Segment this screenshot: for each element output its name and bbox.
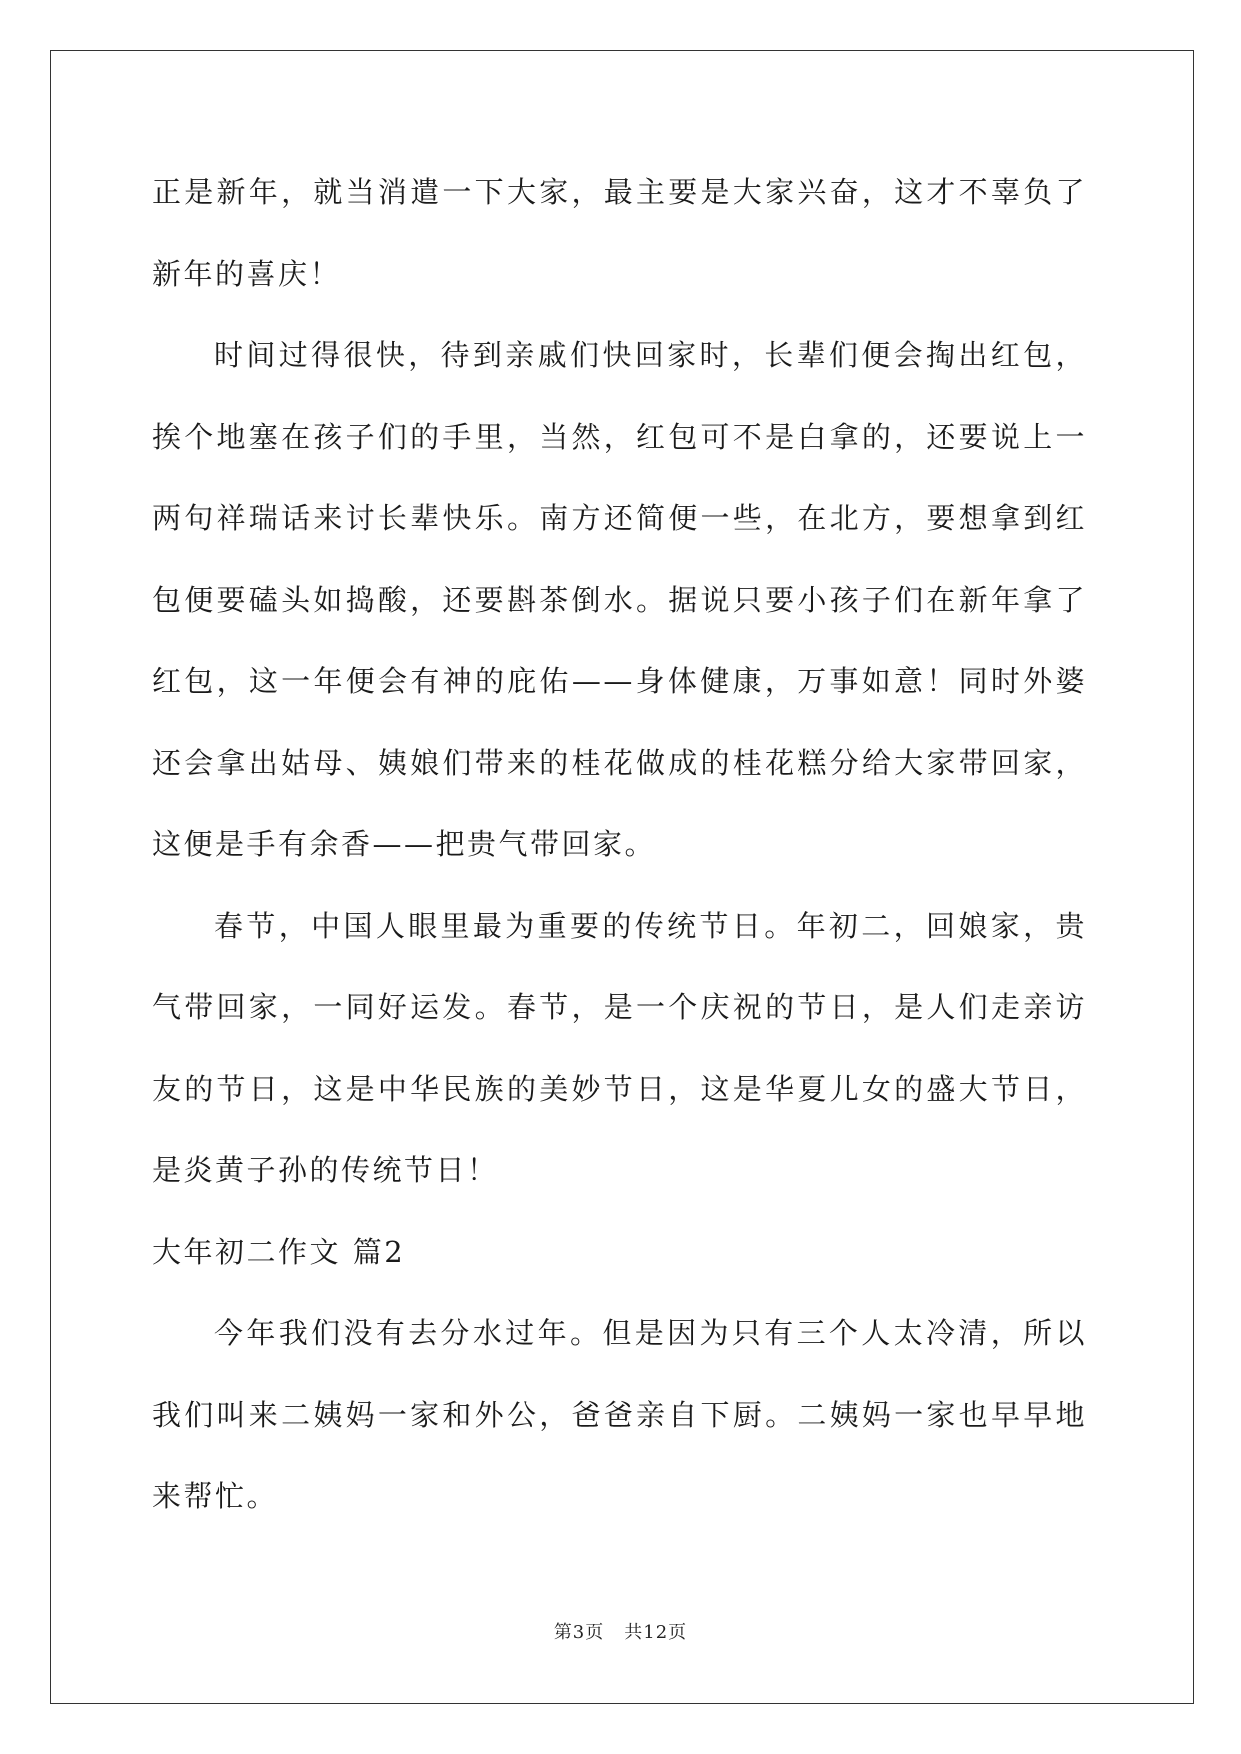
page-number-current: 第3页 (553, 1622, 605, 1643)
paragraph-1: 正是新年，就当消遣一下大家，最主要是大家兴奋，这才不辜负了新年的喜庆！ (152, 175, 1087, 291)
paragraph-4: 今年我们没有去分水过年。但是因为只有三个人太冷清，所以我们叫来二姨妈一家和外公，爸爸亲自下厨。二姨妈一家也早早地来帮忙。 (152, 1316, 1087, 1513)
paragraph-3: 春节，中国人眼里最为重要的传统节日。年初二，回娘家，贵气带回家，一同好运发。春节，是一个庆祝的节日，是人们走亲访友的节日，这是中华民族的美妙节日，这是华夏儿女的盛大节日，是炎黄子孙的传统节日！ (152, 908, 1087, 1187)
paragraph-2: 时间过得很快，待到亲戚们快回家时，长辈们便会掏出红包，挨个地塞在孩子们的手里，当然，红包可不是白拿的，还要说上一两句祥瑞话来讨长辈快乐。南方还简便一些，在北方，要想拿到红包便要磕头如捣酸，还要斟茶倒水。据说只要小孩子们在新年拿了红包，这一年便会有神的庇佑——身体健康，万事如意！同时外婆还会拿出姑母、姨娘们带来的桂花做成的桂花糕分给大家带回家，这便是手有余香——把贵气带回家。 (152, 338, 1087, 861)
page-number-total: 共12页 (624, 1622, 688, 1643)
section-heading: 大年初二作文 篇2 (152, 1234, 406, 1269)
document-body (152, 152, 1087, 1538)
page-footer (0, 1618, 1241, 1644)
